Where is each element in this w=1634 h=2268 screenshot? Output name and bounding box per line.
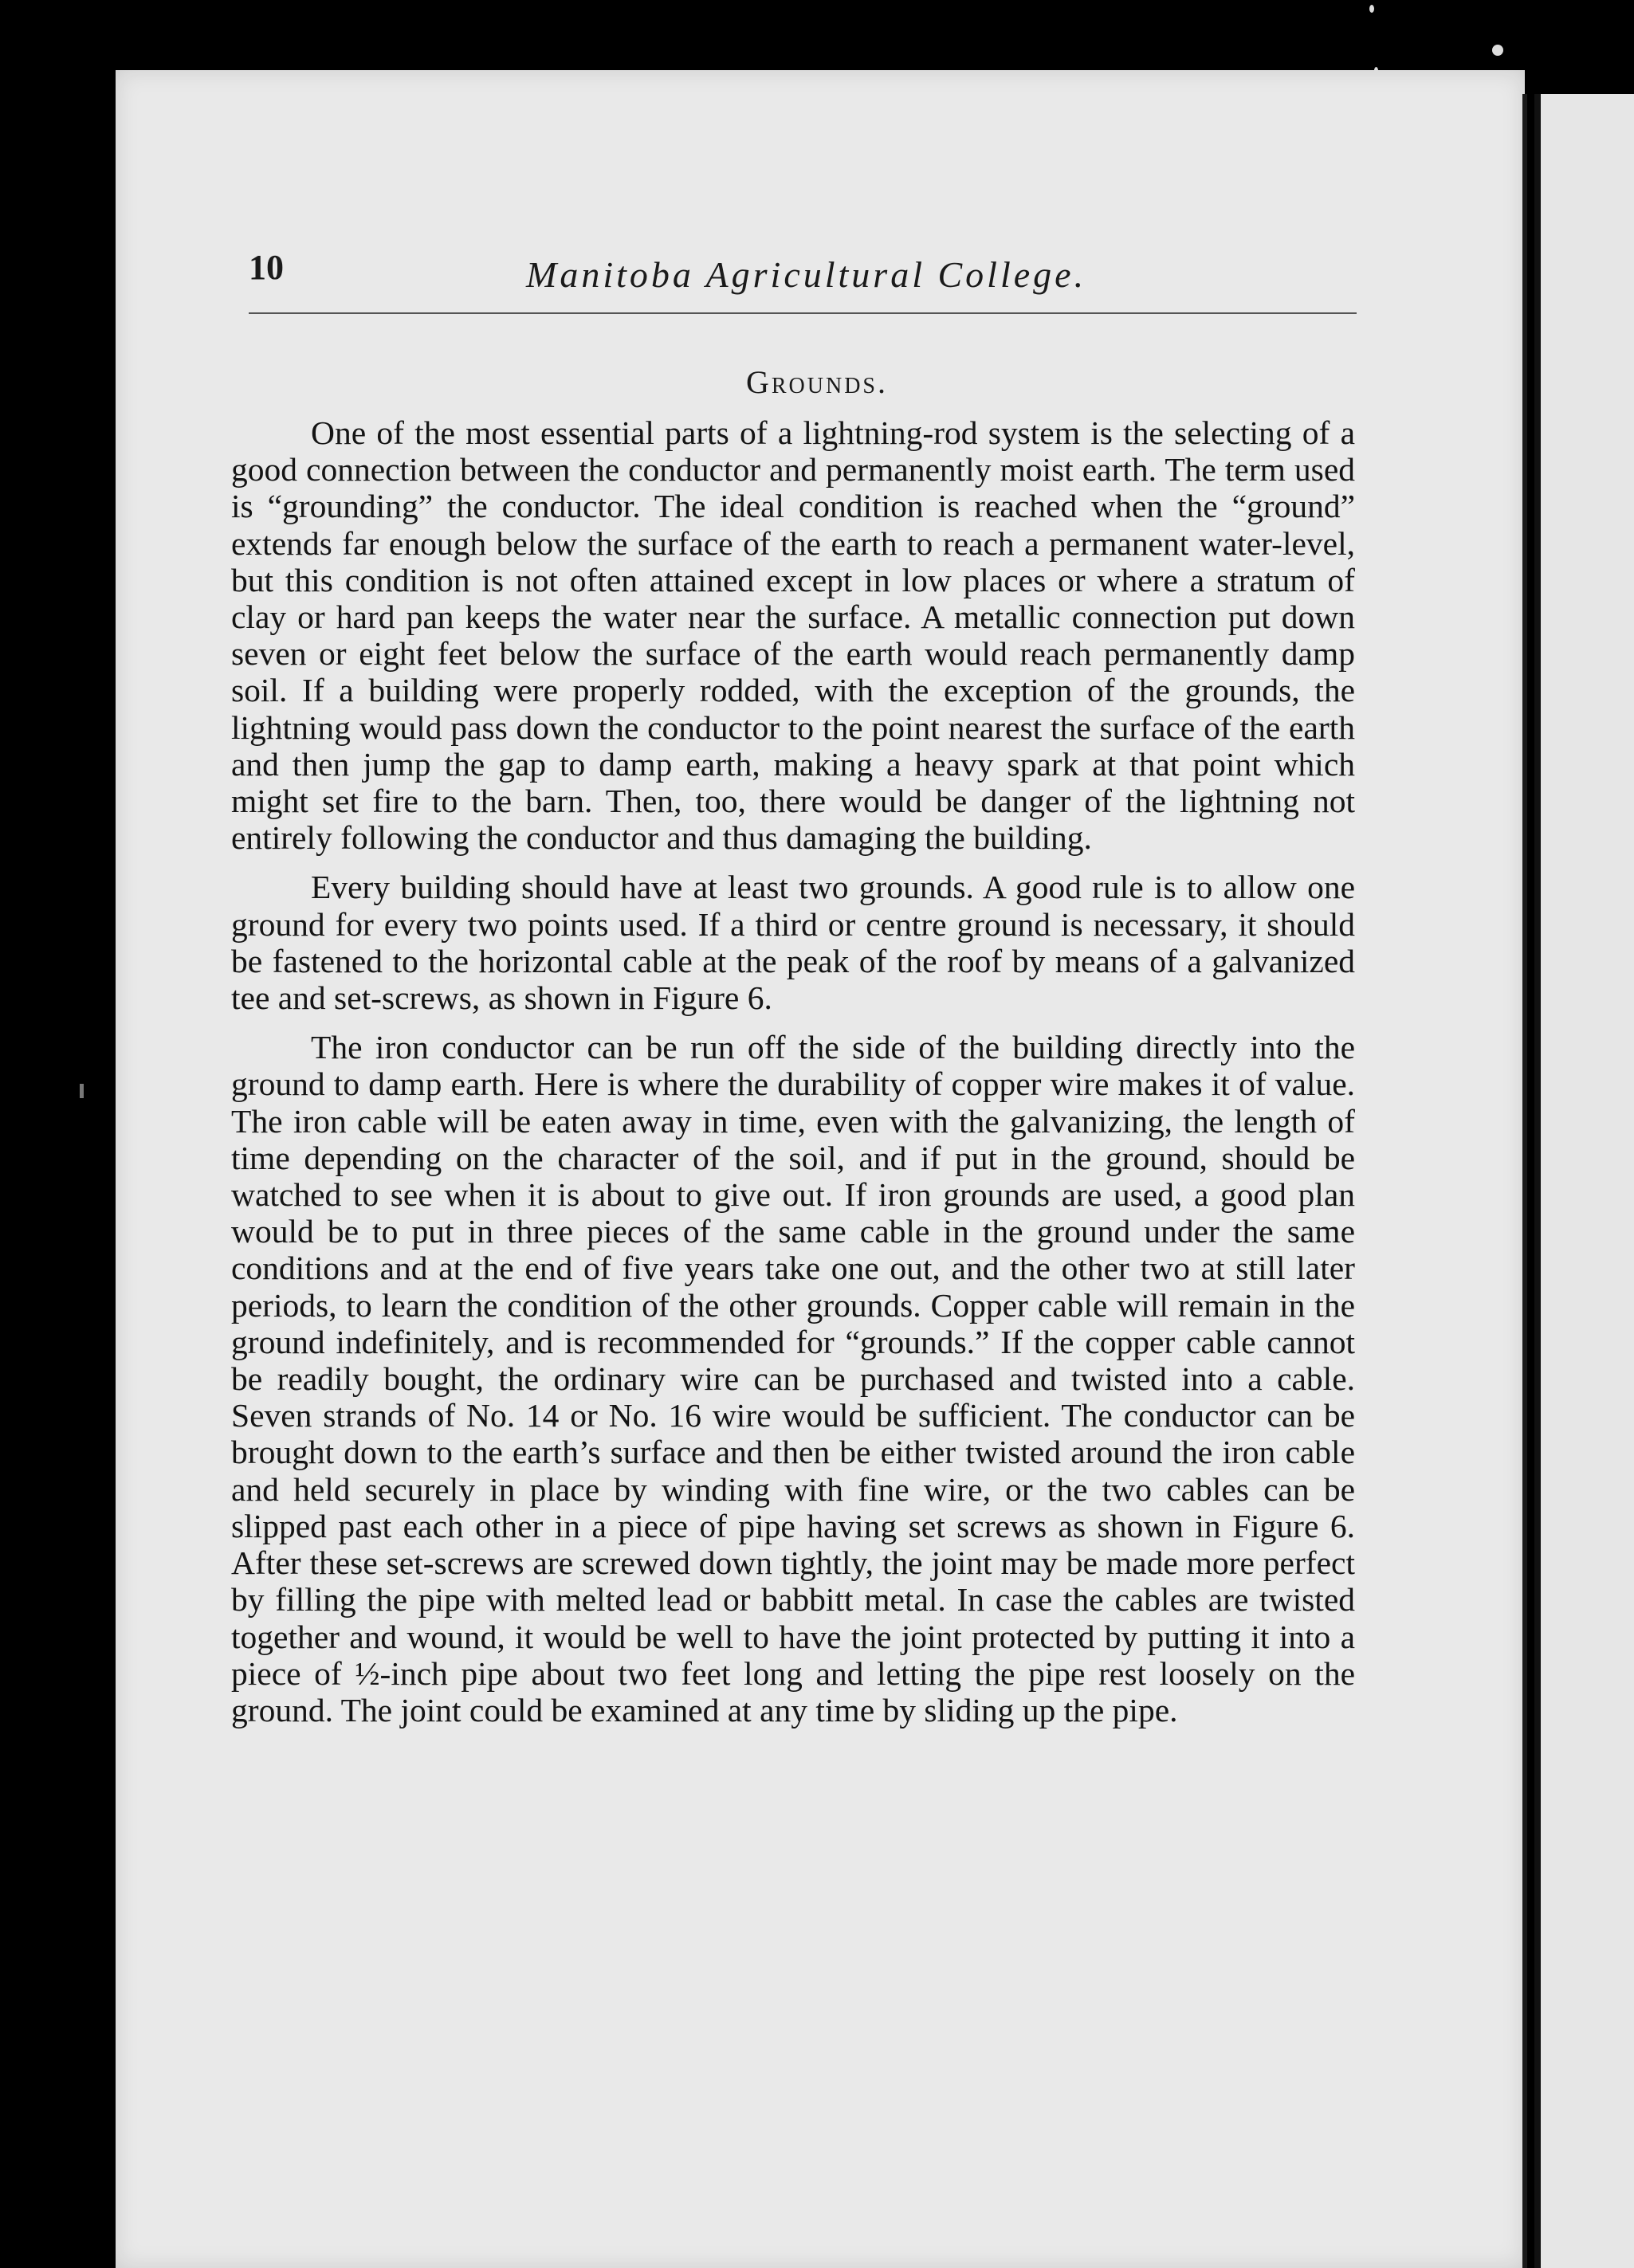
header-rule [249, 312, 1357, 314]
scan-speck [1369, 5, 1374, 13]
section-title: Grounds. [745, 364, 889, 400]
scan-edge-mark [80, 1084, 84, 1098]
paragraph: Every building should have at least two grounds. A good rule is to allow one ground for every two points used. If a third or centre ground is necessary, it should be fastened to the horizontal cable at the peak of the roof by means of a galvanized tee and set-screws, as shown in Figure 6. [231, 869, 1355, 1017]
scan-speck [1492, 45, 1503, 56]
scan-speck [1374, 67, 1378, 74]
body-text [231, 414, 1355, 1728]
adjacent-page-edge [1534, 94, 1634, 2268]
page-number: 10 [249, 248, 284, 287]
running-head: Manitoba Agricultural College. [526, 254, 1087, 295]
paragraph: The iron conductor can be run off the side of the building directly into the ground to damp earth. Here is where the durability of copper wire makes it of value. The iron cable will be eaten away in time, even with the galvanizing, the length of time depending on the character of the soil, and if put in the ground, should be watched to see when it is about to give out. If iron grounds are used, a good plan would be to put in three pieces of the same cable in the ground under the same conditions and at the end of five years take one out, and the other two at still later periods, to learn the condition of the other grounds. Copper cable will remain in the ground indefinitely, and is recommended for “grounds.” If the copper cable cannot be readily bought, the ordinary wire can be purchased and twisted into a cable. Seven strands of No. 14 or No. 16 wire would be sufficient. The conductor can be brought down to the earth’s surface and then be either twisted around the iron cable and held securely in place by winding with fine wire, or the two cables can be slipped past each other in a piece of pipe having set screws as shown in Figure 6. After these set-screws are screwed down tightly, the joint may be made more perfect by filling the pipe with melted lead or babbitt metal. In case the cables are twisted together and wound, it would be well to have the joint protected by putting it into a piece of ½-inch pipe about two feet long and letting the pipe rest loosely on the ground. The joint could be examined at any time by sliding up the pipe. [231, 1029, 1355, 1728]
page-gutter [1522, 94, 1527, 2268]
paragraph: One of the most essential parts of a lightning-rod system is the selecting of a good connection between the conductor and permanently moist earth. The term used is “grounding” the conductor. The ideal condition is reached when the “ground” extends far enough below the surface of the earth to reach a permanent water-level, but this condition is not often attained except in low places or where a stratum of clay or hard pan keeps the water near the surface. A metallic connection put down seven or eight feet below the surface of the earth would reach permanently damp soil. If a building were properly rodded, with the exception of the grounds, the lightning would pass down the conductor to the point nearest the surface of the earth and then jump the gap to damp earth, making a heavy spark at that point which might set fire to the barn. Then, too, there would be danger of the lightning not entirely following the conductor and thus damaging the building. [231, 414, 1355, 857]
